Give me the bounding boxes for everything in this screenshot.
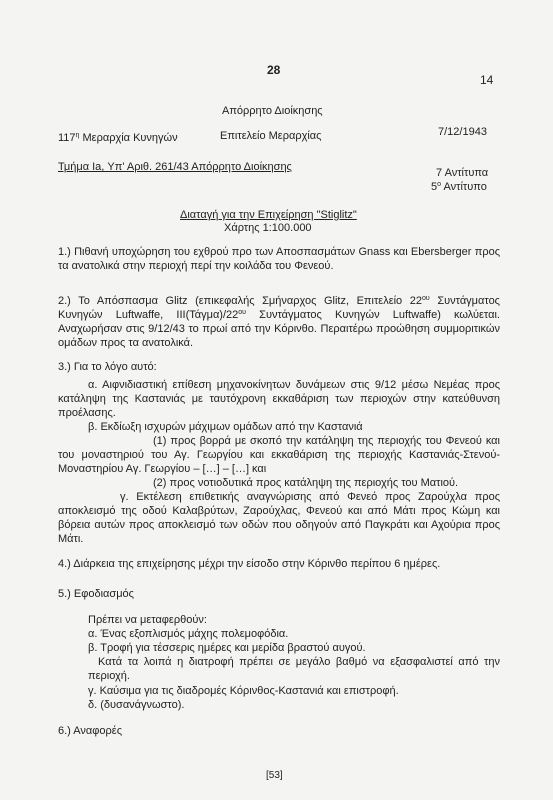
supply-item-d: δ. (δυσανάγνωστο).: [88, 699, 185, 711]
unit-name: $117^\eta$ Μεραρχία Κυνηγών: [58, 132, 178, 144]
paragraph-5-heading: 5.) Εφοδιασμός: [58, 588, 134, 600]
supply-item-c: γ. Καύσιμα για τις διαδρομές Κόρινθος-Καστανιά και επιστροφή.: [88, 685, 399, 697]
paragraph-3b2: (2) προς νοτιοδυτικά προς κατάληψη της περιοχής του Ματιού.: [153, 477, 459, 489]
paragraph-3-heading: 3.) Για το λόγο αυτό:: [58, 361, 157, 373]
map-scale: Χάρτης 1:100.000: [224, 222, 312, 234]
paragraph-1: 1.) Πιθανή υποχώρηση του εχθρού προ των Αποσπασμάτων Gnass και Ebersberger προς τα ανατολικά στην περιοχή περί την κοιλάδα του Φενεού.: [58, 246, 500, 272]
supply-item-b: β. Τροφή για τέσσερις ημέρες και μερίδα βραστού αυγού.: [88, 642, 366, 654]
page-number-right: 14: [480, 73, 494, 87]
order-title: Διαταγή για την Επιχείρηση "Stiglitz": [180, 209, 357, 221]
supply-intro: Πρέπει να μεταφερθούν:: [88, 614, 207, 626]
supply-item-b-continued: Κατά τα λοιπά η διατροφή πρέπει σε μεγάλο βαθμό να εξασφαλιστεί από την περιοχή.: [88, 656, 500, 682]
paragraph-3c: γ. Εκτέλεση επιθετικής αναγνώρισης από Φενεό προς Ζαρούχλα προς αποκλεισμό της οδού Καλαβρύτων, Ζαρούχλας, Φενεού και από Μάτι προς Κώμη και βόρεια αυτών προς αποκλεισμό των οδών που οδηγούν από Παγκράτι και Αχούρια προς Μάτι.: [58, 491, 500, 545]
paragraph-4: 4.) Διάρκεια της επιχείρησης μέχρι την είσοδο στην Κόρινθο περίπου 6 ημέρες.: [58, 558, 441, 570]
classification-header: Απόρρητο Διοίκησης: [222, 105, 323, 117]
document-date: 7/12/1943: [438, 126, 487, 138]
paragraph-6-heading: 6.) Αναφορές: [58, 725, 122, 737]
reference-number: Τμήμα Ia, Υπ' Αριθ. 261/43 Απόρρητο Διοίκησης: [58, 161, 292, 173]
footer-page-number: [53]: [266, 770, 283, 781]
copies-count: 7 Αντίτυπα: [436, 167, 489, 179]
paragraph-3b: β. Εκδίωξη ισχυρών μάχιμων ομάδων από την Καστανιά: [88, 421, 363, 433]
paragraph-3a: α. Αιφνιδιαστική επίθεση μηχανοκίνητων δυνάμεων στις 9/12 μέσω Νεμέας προς κατάληψη της Καστανιάς με ταυτόχρονη εκκαθάριση των περιοχών στην κατεύθυνση προέλασης.: [58, 379, 500, 419]
staff-label: Επιτελείο Μεραρχίας: [220, 130, 322, 142]
paragraph-2: 2.) Το Απόσπασμα Glitz (επικεφαλής Σμήναρχος Glitz, Επιτελείο $22^{o\upsilon}$ Συντάγματος Κυνηγών Luftwaffe, $III(Tά\gamma\mu\alpha)/22^{o\upsilon}$ Συντάγματος Κυνηγών Luftwaffe) κωλύεται. Αναχωρήσαν στις 9/12/43 το πρωί από την Κόρινθο. Περαιτέρω προώθηση συμμοριτικών ομάδων προς τα ανατολικά.: [58, 295, 500, 349]
paragraph-3b1: (1) προς βορρά με σκοπό την κατάληψη της περιοχής του Φενεού και του μοναστηριού του Αγ. Γεωργίου και εκκαθάριση της περιοχής Καστανιάς-Στενού-Μοναστηρίου Αγ. Γεωργίου – […] – […] και: [58, 435, 500, 475]
supply-item-a: α. Ένας εξοπλισμός μάχης πολεμοφόδια.: [88, 628, 289, 640]
page-number-top: 28: [267, 63, 281, 77]
copy-number: $5^o$ Αντίτυπο: [431, 181, 487, 193]
